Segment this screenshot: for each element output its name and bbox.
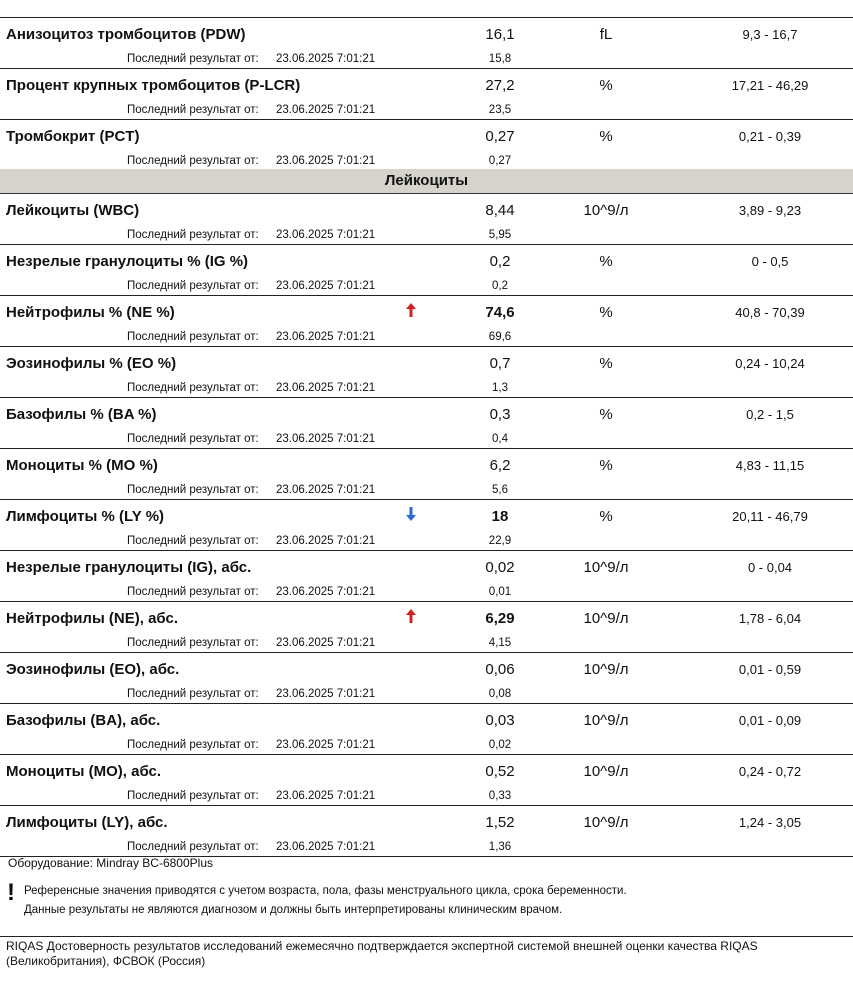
test-name: Эозинофилы (EO), абс. [6,661,180,678]
arrow-down-icon [404,505,418,523]
previous-result-date: 23.06.2025 7:01:21 [276,53,376,65]
previous-result-date: 23.06.2025 7:01:21 [276,688,376,700]
reference-range: 1,24 - 3,05 [738,815,802,830]
reference-note: Референсные значения приводятся с учетом возраста, пола, фазы менструального цикла, срока беременности. [24,885,627,897]
test-value: 8,44 [485,202,515,219]
previous-result-date: 23.06.2025 7:01:21 [276,586,376,598]
previous-result-date: 23.06.2025 7:01:21 [276,155,376,167]
previous-result-label: Последний результат от: [127,53,259,65]
test-value: 0,03 [485,712,515,729]
test-value: 6,29 [485,610,515,627]
previous-result-value: 1,36 [488,841,512,853]
previous-result-date: 23.06.2025 7:01:21 [276,382,376,394]
test-unit: 10^9/л [583,610,629,627]
previous-result-value: 4,15 [488,637,512,649]
riqas-quality-note: RIQAS Достоверность результатов исследований ежемесячно подтверждается экспертной системой внешней оценки качества RIQAS (Великобритания), ФСВОК (Россия) [6,939,758,968]
test-name: Лимфоциты (LY), абс. [6,814,168,831]
previous-result-date: 23.06.2025 7:01:21 [276,104,376,116]
test-value: 0,06 [485,661,515,678]
previous-result-label: Последний результат от: [127,229,259,241]
result-row [0,551,853,602]
previous-result-date: 23.06.2025 7:01:21 [276,229,376,241]
test-unit: 10^9/л [583,763,629,780]
test-name: Нейтрофилы (NE), абс. [6,610,179,627]
previous-result-label: Последний результат от: [127,535,259,547]
previous-result-label: Последний результат от: [127,586,259,598]
test-unit: % [599,253,613,270]
previous-result-value: 0,08 [488,688,512,700]
result-row [0,120,853,171]
result-row [0,653,853,704]
test-unit: 10^9/л [583,814,629,831]
test-value: 74,6 [485,304,515,321]
test-name: Анизоцитоз тромбоцитов (PDW) [6,26,246,43]
test-unit: fL [599,26,613,43]
result-row [0,704,853,755]
test-value: 0,02 [485,559,515,576]
test-unit: % [599,77,613,94]
previous-result-date: 23.06.2025 7:01:21 [276,637,376,649]
previous-result-date: 23.06.2025 7:01:21 [276,484,376,496]
previous-result-value: 0,02 [488,739,512,751]
test-name: Базофилы (BA), абс. [6,712,161,729]
previous-result-date: 23.06.2025 7:01:21 [276,280,376,292]
reference-range: 0 - 0,04 [747,560,793,575]
reference-range: 40,8 - 70,39 [735,305,805,320]
previous-result-value: 23,5 [488,104,512,116]
equipment-note: Оборудование: Mindray BC-6800Plus [8,856,214,870]
previous-result-label: Последний результат от: [127,155,259,167]
result-row [0,755,853,806]
test-value: 0,3 [489,406,511,423]
reference-range: 4,83 - 11,15 [735,458,805,473]
previous-result-value: 0,2 [492,280,508,292]
previous-result-label: Последний результат от: [127,484,259,496]
reference-range: 1,78 - 6,04 [738,611,802,626]
test-value: 0,2 [489,253,511,270]
test-unit: % [599,128,613,145]
previous-result-label: Последний результат от: [127,841,259,853]
previous-result-value: 69,6 [488,331,512,343]
previous-result-value: 0,4 [492,433,508,445]
previous-result-value: 5,6 [492,484,508,496]
test-name: Моноциты (MO), абс. [6,763,162,780]
previous-result-date: 23.06.2025 7:01:21 [276,331,376,343]
test-unit: 10^9/л [583,202,629,219]
test-unit: % [599,508,613,525]
arrow-up-icon [404,301,418,319]
result-row [0,18,853,69]
previous-result-value: 1,3 [492,382,508,394]
test-name: Процент крупных тромбоцитов (P-LCR) [6,77,301,94]
reference-range: 0,24 - 10,24 [735,356,805,371]
test-name: Лимфоциты % (LY %) [6,508,165,525]
test-value: 1,52 [485,814,515,831]
test-unit: 10^9/л [583,712,629,729]
previous-result-label: Последний результат от: [127,382,259,394]
test-unit: % [599,304,613,321]
result-row [0,398,853,449]
result-row [0,602,853,653]
section-header-leukocytes [0,169,853,194]
reference-range: 0,21 - 0,39 [738,129,802,144]
previous-result-date: 23.06.2025 7:01:21 [276,841,376,853]
previous-result-value: 0,27 [488,155,512,167]
reference-range: 0 - 0,5 [751,254,789,269]
previous-result-value: 0,33 [488,790,512,802]
arrow-up-icon [404,607,418,625]
test-unit: % [599,406,613,423]
reference-range: 20,11 - 46,79 [732,509,808,524]
test-unit: 10^9/л [583,559,629,576]
result-row [0,296,853,347]
previous-result-label: Последний результат от: [127,739,259,751]
result-row [0,500,853,551]
result-row [0,245,853,296]
test-unit: 10^9/л [583,661,629,678]
test-value: 6,2 [489,457,511,474]
result-row [0,347,853,398]
test-unit: % [599,355,613,372]
previous-result-date: 23.06.2025 7:01:21 [276,790,376,802]
test-name: Моноциты % (MO %) [6,457,158,474]
reference-range: 0,01 - 0,59 [738,662,802,677]
test-name: Тромбокрит (PCT) [6,128,140,145]
previous-result-label: Последний результат от: [127,280,259,292]
previous-result-label: Последний результат от: [127,433,259,445]
previous-result-label: Последний результат от: [127,331,259,343]
test-name: Незрелые гранулоциты % (IG %) [6,253,249,270]
previous-result-value: 22,9 [488,535,512,547]
previous-result-label: Последний результат от: [127,104,259,116]
previous-result-label: Последний результат от: [127,637,259,649]
reference-range: 17,21 - 46,29 [731,78,809,93]
test-value: 18 [491,508,509,525]
test-value: 27,2 [485,77,515,94]
test-value: 0,27 [485,128,515,145]
result-row [0,69,853,120]
test-unit: % [599,457,613,474]
previous-result-value: 5,95 [488,229,512,241]
previous-result-date: 23.06.2025 7:01:21 [276,535,376,547]
previous-result-date: 23.06.2025 7:01:21 [276,433,376,445]
test-value: 16,1 [485,26,515,43]
result-row [0,194,853,245]
result-row [0,806,853,857]
section-title: Лейкоциты [384,172,469,189]
previous-result-value: 15,8 [488,53,512,65]
warning-icon: ! [7,879,15,906]
test-value: 0,52 [485,763,515,780]
previous-result-value: 0,01 [488,586,512,598]
test-name: Лейкоциты (WBC) [6,202,140,219]
diagnosis-disclaimer: Данные результаты не являются диагнозом и должны быть интерпретированы клиническим врачом. [24,904,563,916]
test-value: 0,7 [489,355,511,372]
test-name: Нейтрофилы % (NE %) [6,304,175,321]
footer-divider [0,936,853,937]
test-name: Базофилы % (BA %) [6,406,157,423]
reference-range: 0,2 - 1,5 [746,407,794,422]
reference-range: 0,01 - 0,09 [738,713,802,728]
previous-result-label: Последний результат от: [127,688,259,700]
test-name: Незрелые гранулоциты (IG), абс. [6,559,252,576]
reference-range: 0,24 - 0,72 [738,764,802,779]
previous-result-label: Последний результат от: [127,790,259,802]
previous-result-date: 23.06.2025 7:01:21 [276,739,376,751]
reference-range: 3,89 - 9,23 [738,203,802,218]
test-name: Эозинофилы % (EO %) [6,355,177,372]
reference-range: 9,3 - 16,7 [742,27,798,42]
result-row [0,449,853,500]
